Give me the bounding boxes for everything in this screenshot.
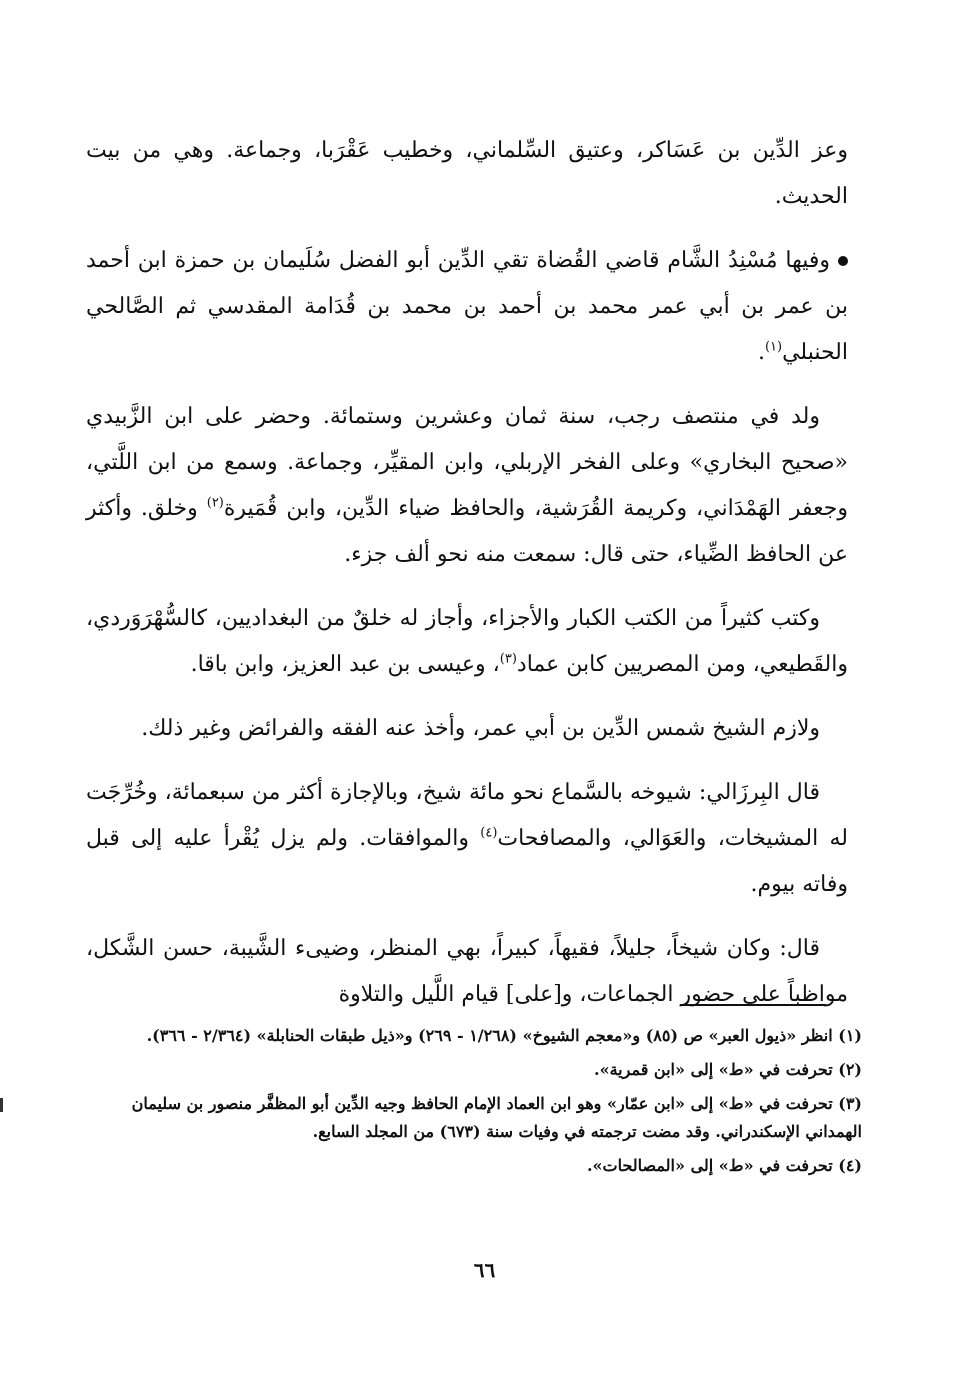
footnote-ref-4: (٤) [480, 825, 498, 841]
footnote-1: (١) انظر «ذيول العبر» ص (٨٥) و«معجم الشيوخ» (١/٢٦٨ - ٢٦٩) و«ذيل طبقات الحنابلة» (٢/٣٦٤ - ٣٦٦). [146, 1026, 862, 1045]
paragraph-1 [86, 128, 848, 220]
paragraph-5 [86, 706, 848, 752]
footnote-4: (٤) تحرفت في «ط» إلى «المصالحات». [586, 1156, 862, 1175]
paragraph-4-tail: ، وعيسى بن عبد العزيز، وابن باقا. [190, 652, 500, 677]
paragraph-4 [86, 596, 848, 688]
scan-edge-mark [0, 1098, 3, 1112]
main-text [86, 128, 848, 1036]
paragraph-2 [86, 238, 848, 376]
footnote-separator [680, 1004, 826, 1006]
paragraph-2-tail: . [757, 340, 765, 365]
paragraph-7-text: قال: وكان شيخاً، جليلاً، فقيهاً، كبيراً، بهي المنظر، وضيىء الشَّيبة، حسن الشَّكل، مواظباً على حضور الجماعات، و[على] قيام اللَّيل والتلاوة [86, 936, 848, 1007]
paragraph-3 [86, 394, 848, 578]
footnote-3: (٣) تحرفت في «ط» إلى «ابن عمّار» وهو ابن العماد الإمام الحافظ وجيه الدِّين أبو المظفَّر منصور بن سليمان الهمداني الإسكندراني. وقد مضت ترجمته في وفيات سنة (٦٧٣) من المجلد السابع. [131, 1094, 862, 1141]
bullet-icon [838, 256, 848, 266]
footnote-2: (٢) تحرفت في «ط» إلى «ابن قمرية». [594, 1060, 862, 1079]
paragraph-1-text: وعز الدِّين بن عَسَاكر، وعتيق السِّلماني، وخطيب عَقْرَبا، وجماعة. وهي من بيت الحديث. [86, 138, 848, 209]
footnotes [110, 1022, 862, 1186]
paragraph-6-text: قال البِرزَالي: شيوخه بالسَّماع نحو مائة شيخ، وبالإجازة أكثر من سبعمائة، وخُرِّجَت له المشيخات، والعَوَالي، والمصافحات [86, 780, 849, 851]
page-number: ٦٦ [473, 1258, 496, 1282]
paragraph-3-tail: وخلق. وأكثر عن الحافظ الضِّياء، حتى قال: سمعت منه نحو ألف جزء. [86, 496, 848, 567]
paragraph-6-tail: والموافقات. ولم يزل يُقْرأ عليه إلى قبل وفاته بيوم. [86, 826, 848, 897]
footnote-ref-2: (٢) [206, 495, 224, 511]
paragraph-3-text: ولد في منتصف رجب، سنة ثمان وعشرين وستمائة. وحضر على ابن الزَّبيدي «صحيح البخاري» وعلى الفخر الإربلي، وابن المقيِّر، وجماعة. وسمع من ابن اللَّتي، وجعفر الهَمْدَاني، وكريمة القُرَشية، والحافظ ضياء الدِّين، وابن قُمَيرة [86, 404, 848, 521]
paragraph-5-text: ولازم الشيخ شمس الدِّين بن أبي عمر، وأخذ عنه الفقه والفرائض وغير ذلك. [141, 716, 820, 741]
paragraph-2-text: وفيها مُسْنِدُ الشَّام قاضي القُضاة تقي الدِّين أبو الفضل سُلَيمان بن حمزة ابن أحمد بن عمر بن أبي عمر محمد بن أحمد بن محمد بن قُدَامة المقدسي ثم الصَّالحي الحنبلي [86, 248, 848, 365]
paragraph-4-text: وكتب كثيراً من الكتب الكبار والأجزاء، وأجاز له خلقٌ من البغداديين، كالسُّهْرَوَردي، والقَطيعي، ومن المصريين كابن عماد [86, 606, 848, 677]
footnote-ref-3: (٣) [499, 651, 517, 667]
paragraph-6 [86, 770, 848, 908]
footnote-ref-1: (١) [764, 339, 783, 355]
